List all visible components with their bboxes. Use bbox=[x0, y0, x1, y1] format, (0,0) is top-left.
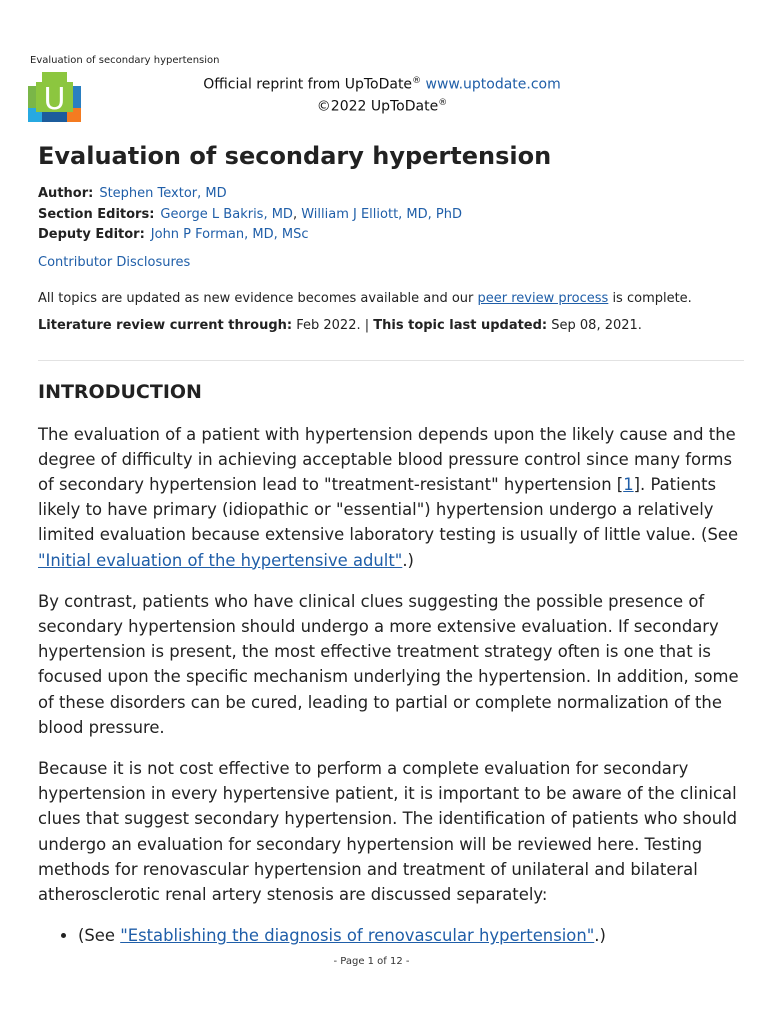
paragraph-1 bbox=[38, 422, 744, 573]
paragraph-3: Because it is not cost effective to perform a complete evaluation for secondary hypertension in every hypertensive patient, it is important to be aware of the clinical clues that suggest secondary hypertension. The identification of patients who should undergo an evaluation for secondary hypertension will be reviewed here. Testing methods for renovascular hypertension and treatment of unilateral and bilateral atherosclerotic renal artery stenosis are discussed separately: bbox=[38, 758, 738, 904]
paragraph-1-text-c: .) bbox=[402, 550, 414, 570]
registered-mark: ® bbox=[412, 76, 422, 86]
paragraph-1-text-a: The evaluation of a patient with hypertension depends upon the likely cause and the degree of difficulty in achieving acceptable blood pressure control since many forms of secondary hypertension lead to "treatment-resistant" hypertension [ bbox=[38, 424, 736, 494]
update-note-text: All topics are updated as new evidence becomes available and our bbox=[38, 290, 478, 306]
reference-link-1[interactable]: 1 bbox=[623, 474, 634, 494]
deputy-editor-link[interactable]: John P Forman, MD, MSc bbox=[150, 227, 309, 242]
reprint-text: Official reprint from UpToDate bbox=[203, 76, 413, 93]
section-editors-label: Section Editors: bbox=[38, 206, 155, 222]
author-block bbox=[38, 184, 744, 246]
last-updated-label: This topic last updated: bbox=[373, 317, 548, 333]
lit-review-date: Feb 2022. | bbox=[292, 317, 374, 333]
editor-separator: , bbox=[292, 206, 302, 222]
renovascular-diagnosis-link[interactable]: "Establishing the diagnosis of renovascular hypertension" bbox=[120, 926, 595, 946]
running-head: Evaluation of secondary hypertension bbox=[30, 55, 220, 66]
bullet-prefix: (See bbox=[78, 926, 121, 946]
literature-review-line bbox=[38, 317, 744, 335]
list-item bbox=[78, 923, 744, 948]
section-editor-link-1[interactable]: George L Bakris, MD bbox=[160, 206, 293, 222]
registered-mark-2: ® bbox=[438, 97, 448, 108]
peer-review-link[interactable]: peer review process bbox=[477, 290, 609, 306]
lit-review-label: Literature review current through: bbox=[38, 317, 293, 333]
update-note-suffix: is complete. bbox=[608, 290, 692, 306]
article bbox=[38, 140, 744, 948]
copyright-text: ©2022 UpToDate bbox=[316, 98, 439, 115]
deputy-editor-label: Deputy Editor: bbox=[38, 227, 145, 242]
bullet-list bbox=[38, 923, 744, 948]
author-link[interactable]: Stephen Textor, MD bbox=[99, 186, 227, 201]
uptodate-url-link[interactable]: www.uptodate.com bbox=[425, 76, 561, 93]
page-title: Evaluation of secondary hypertension bbox=[38, 142, 552, 170]
page-footer: - Page 1 of 12 - bbox=[333, 956, 410, 967]
contributor-disclosures-link[interactable]: Contributor Disclosures bbox=[38, 254, 191, 270]
reprint-notice bbox=[0, 72, 764, 115]
section-heading: INTRODUCTION bbox=[38, 380, 202, 403]
update-note bbox=[38, 290, 744, 308]
divider bbox=[38, 360, 744, 361]
initial-evaluation-link[interactable]: "Initial evaluation of the hypertensive adult" bbox=[38, 550, 403, 570]
section-editor-link-2[interactable]: William J Elliott, MD, PhD bbox=[301, 206, 463, 222]
logo-letter: U bbox=[43, 82, 66, 117]
author-label: Author: bbox=[38, 186, 94, 201]
paragraph-1-text-b: ]. Patients likely to have primary (idiopathic or "essential") hypertension undergo a relatively limited evaluation because extensive laboratory testing is usually of little value. (See bbox=[38, 474, 739, 545]
paragraph-2: By contrast, patients who have clinical clues suggesting the possible presence of secondary hypertension should undergo a more extensive evaluation. If secondary hypertension is present, the most effective treatment strategy often is one that is focused upon the specific mechanism underlying the hypertension. In addition, some of these disorders can be cured, leading to partial or complete normalization of the blood pressure. bbox=[38, 591, 739, 737]
last-updated-date: Sep 08, 2021. bbox=[547, 317, 642, 333]
bullet-suffix: .) bbox=[594, 926, 606, 946]
